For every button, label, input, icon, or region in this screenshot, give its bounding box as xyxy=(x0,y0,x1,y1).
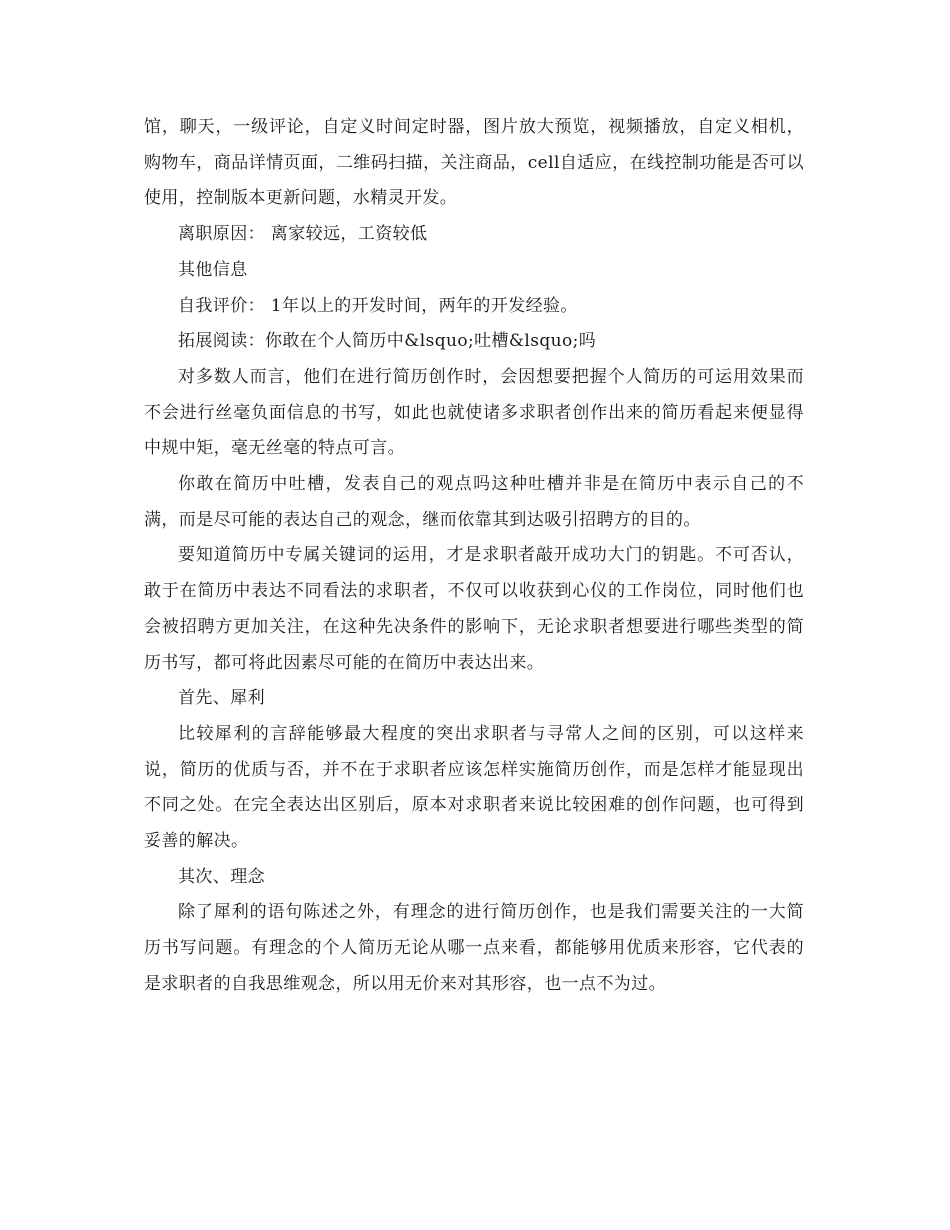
paragraph-sharpness: 比较犀利的言辞能够最大程度的突出求职者与寻常人之间的区别，可以这样来说，简历的优质与否，并不在于求职者应该怎样实施简历创作，而是怎样才能显现出不同之处。在完全表达出区别后，原本对求职者来说比较困难的创作问题，也可得到妥善的解决。 xyxy=(144,723,804,852)
paragraph-leave-reason: 离职原因： 离家较远，工资较低 xyxy=(178,224,428,245)
paragraph-other-info-heading: 其他信息 xyxy=(178,259,248,280)
paragraph-first-heading: 首先、犀利 xyxy=(178,688,265,709)
document-page xyxy=(144,110,804,1003)
paragraph-second-heading: 其次、理念 xyxy=(178,866,265,887)
paragraph-self-evaluation: 自我评价： 1年以上的开发时间，两年的开发经验。 xyxy=(178,295,578,316)
paragraph-intro: 对多数人而言，他们在进行简历创作时，会因想要把握个人简历的可运用效果而不会进行丝毫负面信息的书写，如此也就使诸多求职者创作出来的简历看起来便显得中规中矩，毫无丝毫的特点可言。 xyxy=(144,366,804,459)
paragraph-continued-skills: 馆，聊天，一级评论，自定义时间定时器，图片放大预览，视频播放，自定义相机，购物车，商品详情页面，二维码扫描，关注商品，cell自适应，在线控制功能是否可以使用，控制版本更新问题，水精灵开发。 xyxy=(144,117,804,209)
paragraph-keywords: 要知道简历中专属关键词的运用，才是求职者敲开成功大门的钥匙。不可否认，敢于在简历中表达不同看法的求职者，不仅可以收获到心仪的工作岗位，同时他们也会被招聘方更加关注，在这种先决条件的影响下，无论求职者想要进行哪些类型的简历书写，都可将此因素尽可能的在简历中表达出来。 xyxy=(144,545,804,673)
paragraph-dare-to-complain: 你敢在简历中吐槽，发表自己的观点吗这种吐槽并非是在简历中表示自己的不满，而是尽可能的表达自己的观念，继而依靠其到达吸引招聘方的目的。 xyxy=(144,474,804,530)
paragraph-extended-reading: 拓展阅读：你敢在个人简历中&lsquo;吐槽&lsquo;吗 xyxy=(178,331,597,352)
paragraph-philosophy: 除了犀利的语句陈述之外，有理念的进行简历创作，也是我们需要关注的一大简历书写问题。有理念的个人简历无论从哪一点来看，都能够用优质来形容，它代表的是求职者的自我思维观念，所以用无价来对其形容，也一点不为过。 xyxy=(144,902,804,994)
